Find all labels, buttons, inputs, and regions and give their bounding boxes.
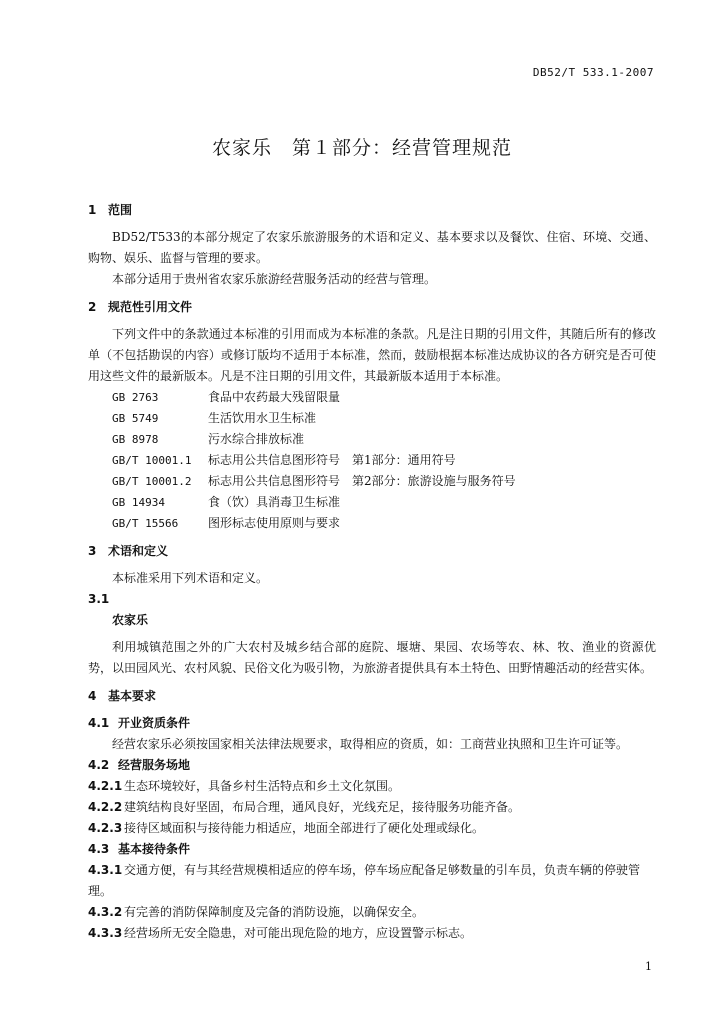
section-title: 基本要求 xyxy=(108,689,157,703)
page-number: 1 xyxy=(645,960,652,973)
reference-item xyxy=(88,513,656,534)
section-3-heading xyxy=(88,541,656,562)
clause-text: 接待区域面积与接待能力相适应，地面全部进行了硬化处理或绿化。 xyxy=(124,821,485,835)
subsection-title: 经营服务场地 xyxy=(118,758,191,772)
paragraph: 下列文件中的条款通过本标准的引用而成为本标准的条款。凡是注日期的引用文件，其随后所有的修改单（不包括勘误的内容）或修订版均不适用于本标准，然而，鼓励根据本标准达成协议的各方研究是否可使用这些文件的最新版本。凡是不注日期的引用文件，其最新版本适用于本标准。 xyxy=(88,327,656,383)
clause xyxy=(88,902,656,923)
clause-number: 4.3.3 xyxy=(88,926,123,940)
reference-code: GB/T 10001.1 xyxy=(112,454,192,467)
reference-item xyxy=(88,450,656,471)
reference-code: GB/T 10001.2 xyxy=(112,475,192,488)
section-4-heading xyxy=(88,686,656,707)
clause xyxy=(88,797,656,818)
term-definition: 利用城镇范围之外的广大农村及城乡结合部的庭院、堰塘、果园、农场等农、林、牧、渔业的资源优势，以田园风光、农村风貌、民俗文化为吸引物，为旅游者提供具有本土特色、田野情趣活动的经营实体。 xyxy=(88,640,656,675)
reference-code: GB 2763 xyxy=(112,391,159,404)
clause xyxy=(88,818,656,839)
section-number: 1 xyxy=(88,203,97,217)
reference-item xyxy=(88,408,656,429)
section-title: 范围 xyxy=(108,203,133,217)
subsection-number: 4.1 xyxy=(88,716,110,730)
section-1-heading xyxy=(88,200,656,221)
clause-text: 交通方便，有与其经营规模相适应的停车场，停车场应配备足够数量的引车员，负责车辆的停驶管理。 xyxy=(88,863,641,898)
subsection-title: 基本接待条件 xyxy=(118,842,191,856)
subsection-title: 开业资质条件 xyxy=(118,716,191,730)
section-number: 3 xyxy=(88,544,97,558)
reference-title: 污水综合排放标准 xyxy=(208,432,305,446)
subsection-number: 4.3 xyxy=(88,842,110,856)
reference-item xyxy=(88,471,656,492)
reference-code: GB 8978 xyxy=(112,433,159,446)
clause xyxy=(88,776,656,797)
clause-number: 4.3.2 xyxy=(88,905,123,919)
subsection-heading xyxy=(88,755,656,776)
paragraph: 本标准采用下列术语和定义。 xyxy=(112,571,269,585)
clause-number: 4.2.1 xyxy=(88,779,123,793)
subsection-heading xyxy=(88,839,656,860)
reference-code: GB/T 15566 xyxy=(112,517,179,530)
paragraph: BD52/T533的本部分规定了农家乐旅游服务的术语和定义、基本要求以及餐饮、住宿、环境、交通、购物、娱乐、监督与管理的要求。 xyxy=(88,230,656,265)
document-title: 农家乐 第１部分：经营管理规范 xyxy=(211,137,512,159)
clause xyxy=(88,923,656,944)
clause xyxy=(88,860,656,902)
section-title: 规范性引用文件 xyxy=(108,300,193,314)
clause-number: 4.2.2 xyxy=(88,800,123,814)
standard-code: DB52/T 533.1-2007 xyxy=(532,66,654,79)
clause-text: 生态环境较好，具备乡村生活特点和乡土文化氛围。 xyxy=(124,779,401,793)
reference-title: 图形标志使用原则与要求 xyxy=(208,516,341,530)
paragraph: 本部分适用于贵州省农家乐旅游经营服务活动的经营与管理。 xyxy=(112,272,437,286)
clause-number: 4.3.1 xyxy=(88,863,123,877)
reference-title: 生活饮用水卫生标准 xyxy=(208,411,317,425)
reference-title: 标志用公共信息图形符号 第2部分：旅游设施与服务符号 xyxy=(208,474,516,488)
paragraph: 经营农家乐必须按国家相关法律法规要求，取得相应的资质，如：工商营业执照和卫生许可证等。 xyxy=(112,737,629,751)
reference-item xyxy=(88,387,656,408)
term-number: 3.1 xyxy=(88,592,110,606)
term-name: 农家乐 xyxy=(112,613,149,627)
document-body xyxy=(88,193,656,944)
clause-number: 4.2.3 xyxy=(88,821,123,835)
subsection-heading xyxy=(88,713,656,734)
subsection-number: 4.2 xyxy=(88,758,110,772)
reference-item xyxy=(88,492,656,513)
clause-text: 建筑结构良好坚固，布局合理，通风良好，光线充足，接待服务功能齐备。 xyxy=(124,800,521,814)
section-2-heading xyxy=(88,297,656,318)
reference-title: 食（饮）具消毒卫生标准 xyxy=(208,495,341,509)
reference-title: 标志用公共信息图形符号 第1部分：通用符号 xyxy=(208,453,456,467)
reference-list xyxy=(88,387,656,534)
reference-title: 食品中农药最大残留限量 xyxy=(208,390,341,404)
clause-text: 经营场所无安全隐患，对可能出现危险的地方，应设置警示标志。 xyxy=(124,926,473,940)
reference-item xyxy=(88,429,656,450)
clause-text: 有完善的消防保障制度及完备的消防设施，以确保安全。 xyxy=(124,905,425,919)
section-number: 4 xyxy=(88,689,97,703)
section-title: 术语和定义 xyxy=(108,544,169,558)
reference-code: GB 5749 xyxy=(112,412,159,425)
section-number: 2 xyxy=(88,300,97,314)
reference-code: GB 14934 xyxy=(112,496,165,509)
